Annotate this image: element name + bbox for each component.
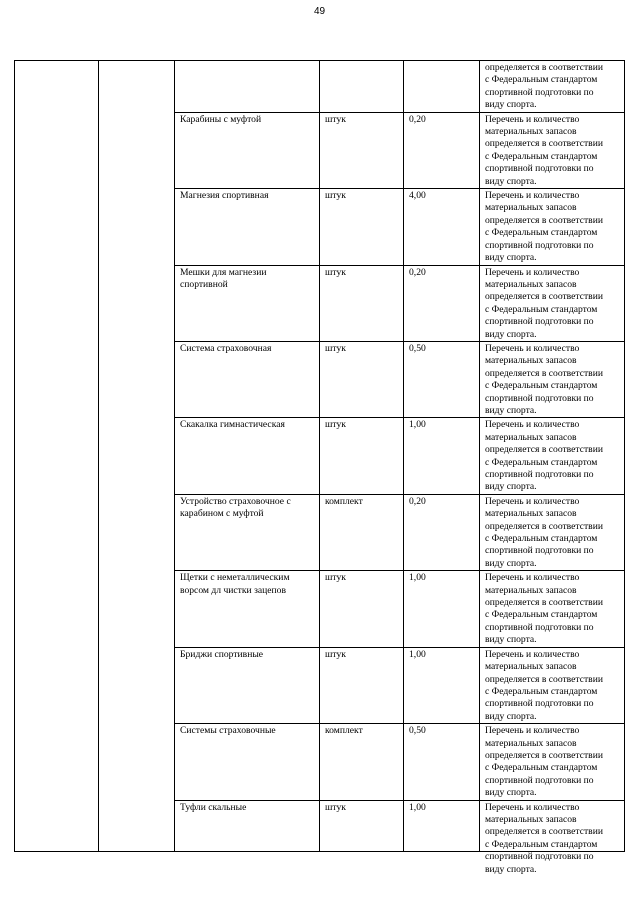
item-quantity: 4,00 (404, 189, 480, 265)
equipment-table (14, 60, 625, 875)
item-quantity: 0,20 (404, 265, 480, 341)
item-quantity: 1,00 (404, 800, 480, 851)
item-note: определяется в соответствии с Федеральным стандартом спортивной подготовки по виду спорта. (480, 61, 625, 113)
item-unit: штук (320, 571, 404, 647)
item-name: Карабины с муфтой (175, 112, 320, 188)
item-note: Перечень и количество материальных запасов определяется в соответствии с Федеральным стандартом спортивной подготовки по виду спорта. (480, 724, 625, 800)
item-quantity: 0,20 (404, 494, 480, 570)
item-quantity: 0,50 (404, 724, 480, 800)
item-note: Перечень и количество материальных запасов определяется в соответствии с Федеральным стандартом спортивной подготовки по виду спорта. (480, 494, 625, 570)
item-quantity: 1,00 (404, 571, 480, 647)
item-unit: штук (320, 647, 404, 723)
item-name: Мешки для магнезии спортивной (175, 265, 320, 341)
item-quantity: 1,00 (404, 647, 480, 723)
item-quantity: 1,00 (404, 418, 480, 494)
item-unit: штук (320, 189, 404, 265)
item-name: Устройство страховочное с карабином с муфтой (175, 494, 320, 570)
item-name: Система страховочная (175, 341, 320, 417)
item-unit (320, 61, 404, 113)
item-unit: штук (320, 341, 404, 417)
item-note: Перечень и количество материальных запасов определяется в соответствии с Федеральным стандартом спортивной подготовки по виду спорта. (480, 800, 625, 851)
item-name: Туфли скальные (175, 800, 320, 851)
item-note: Перечень и количество материальных запасов определяется в соответствии с Федеральным стандартом спортивной подготовки по виду спорта. (480, 341, 625, 417)
item-note: Перечень и количество материальных запасов определяется в соответствии с Федеральным стандартом спортивной подготовки по виду спорта. (480, 647, 625, 723)
item-name: Бриджи спортивные (175, 647, 320, 723)
item-unit: штук (320, 418, 404, 494)
item-quantity: 0,20 (404, 112, 480, 188)
item-unit: комплект (320, 724, 404, 800)
item-name: Скакалка гимнастическая (175, 418, 320, 494)
item-quantity (404, 61, 480, 113)
page-number: 49 (313, 6, 326, 17)
merged-cell-col2 (99, 61, 175, 852)
item-name: Магнезия спортивная (175, 189, 320, 265)
item-note: Перечень и количество материальных запасов определяется в соответствии с Федеральным стандартом спортивной подготовки по виду спорта. (480, 571, 625, 647)
item-unit: штук (320, 800, 404, 851)
item-note: Перечень и количество материальных запасов определяется в соответствии с Федеральным стандартом спортивной подготовки по виду спорта. (480, 418, 625, 494)
item-note: Перечень и количество материальных запасов определяется в соответствии с Федеральным стандартом спортивной подготовки по виду спорта. (480, 265, 625, 341)
item-name: Системы страховочные (175, 724, 320, 800)
item-note: Перечень и количество материальных запасов определяется в соответствии с Федеральным стандартом спортивной подготовки по виду спорта. (480, 189, 625, 265)
item-name (175, 61, 320, 113)
merged-cell-col1 (15, 61, 99, 852)
item-note: Перечень и количество материальных запасов определяется в соответствии с Федеральным стандартом спортивной подготовки по виду спорта. (480, 112, 625, 188)
item-name: Щетки с неметаллическим ворсом дл чистки зацепов (175, 571, 320, 647)
item-unit: штук (320, 265, 404, 341)
item-quantity: 0,50 (404, 341, 480, 417)
item-unit: штук (320, 112, 404, 188)
item-unit: комплект (320, 494, 404, 570)
table-row (15, 61, 625, 113)
